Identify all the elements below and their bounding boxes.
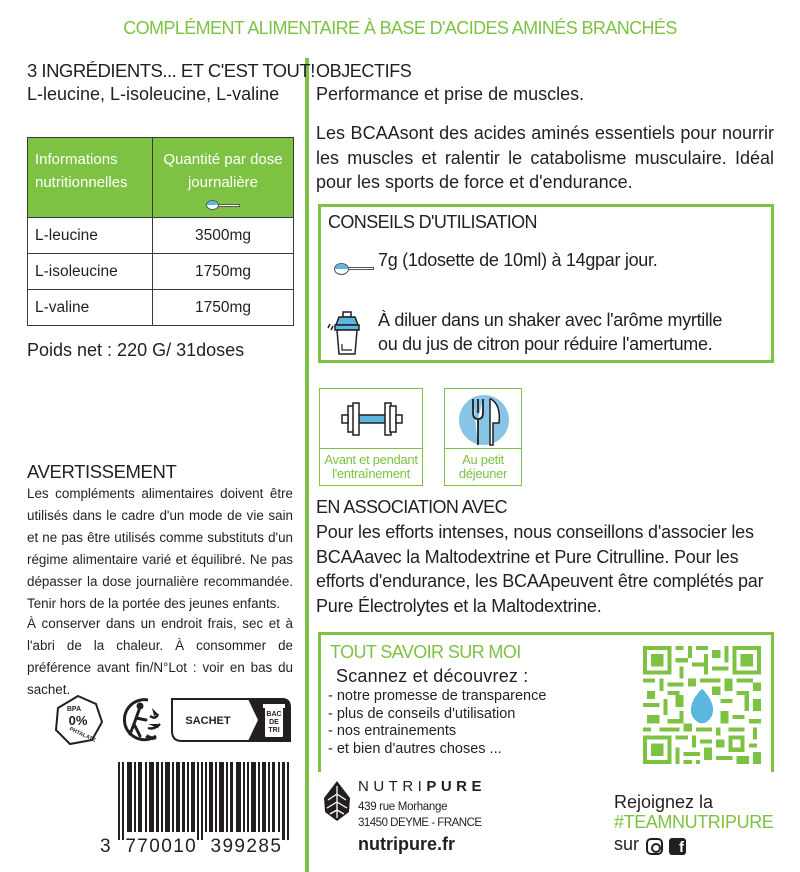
fork-knife-icon	[445, 389, 523, 449]
warning-title: AVERTISSEMENT	[27, 461, 177, 482]
product-type-title: COMPLÉMENT ALIMENTAIRE À BASE D'ACIDES AMINÉS BRANCHÉS	[123, 18, 677, 38]
list-item: - plus de conseils d'utilisation	[328, 705, 516, 722]
net-weight: Poids net : 220 G/ 31doses	[27, 340, 245, 360]
address-line-2: 31450 DEYME - FRANCE	[358, 817, 482, 829]
usage-title: CONSEILS D'UTILISATION	[328, 212, 537, 232]
brand-name	[358, 778, 486, 795]
nutrient-name: L-leucine	[28, 218, 153, 254]
table-row	[28, 254, 294, 290]
table-row	[28, 290, 294, 326]
warning-paragraph: Les compléments alimentaires doivent être utilisés dans le cadre d'un mode de vie sain et ne pas être utilisés comme substituts d'un régime alimentaire varié et équilibré. Ne pas dépasser la dose journalière recommandée. Tenir hors de la portée des jeunes enfants.	[27, 486, 293, 611]
column-divider	[305, 58, 309, 872]
instagram-icon[interactable]	[646, 838, 663, 855]
shaker-icon	[326, 310, 362, 356]
info-title: TOUT SAVOIR SUR MOI	[330, 642, 521, 662]
dilution-instructions	[378, 308, 722, 356]
barcode-right-group: 399285	[210, 836, 283, 857]
objectives-text: Performance et prise de muscles.	[316, 84, 585, 104]
triman-recycling-icon	[118, 694, 166, 746]
nutrient-value: 3500mg	[153, 218, 294, 254]
nutripure-leaf-logo-icon	[322, 780, 352, 822]
nutrient-value: 1750mg	[153, 254, 294, 290]
nutrition-table	[27, 137, 294, 326]
moment-before-during-training	[319, 388, 423, 486]
moment-label: Au petit	[462, 452, 504, 467]
nutrient-value: 1750mg	[153, 290, 294, 326]
scan-prompt: Scannez et découvrez :	[336, 666, 529, 686]
address-line-1: 439 rue Morhange	[358, 801, 448, 813]
dose-instructions: 7g (1dosette de 10ml) à 14gpar jour.	[378, 250, 658, 270]
social-prefix: sur	[614, 834, 640, 854]
list-item: - notre promesse de transparence	[328, 688, 547, 704]
leaf-logo-icon	[691, 689, 713, 724]
svg-text:DE: DE	[269, 719, 279, 726]
list-item: - nos entrainements	[328, 723, 457, 739]
facebook-icon[interactable]: f	[669, 838, 686, 855]
dilution-line-2: ou du jus de citron pour réduire l'amertume.	[378, 334, 713, 354]
moment-label: déjeuner	[458, 466, 508, 481]
scoop-icon	[334, 263, 374, 275]
association-text: Pour les efforts intenses, nous conseillons d'associer les BCAAavec la Maltodextrine et Pure Citrulline. Pour les efforts d'endurance, les BCAApeuvent être complétés par Pure Électrolytes et la Maltodextrine.	[316, 522, 764, 616]
list-item: - et bien d'autres choses ...	[328, 740, 502, 757]
sachet-sorting-badge	[170, 695, 292, 743]
barcode	[118, 762, 293, 840]
nutrient-name: L-valine	[28, 290, 153, 326]
moment-label: l'entraînement	[332, 466, 410, 481]
storage-paragraph: À conserver dans un endroit frais, sec et à l'abri de la chaleur. À consommer de préférence avant fin/N°Lot : voir en bas du sachet.	[27, 616, 293, 697]
dilution-line-1: À diluer dans un shaker avec l'arôme myrtille	[378, 310, 723, 330]
info-list	[328, 688, 546, 758]
ingredients-title: 3 INGRÉDIENTS... ET C'EST TOUT!	[27, 60, 315, 81]
moment-breakfast	[444, 388, 522, 486]
header-daily-dose	[153, 138, 294, 218]
brand-name-light: NUTRI	[358, 778, 427, 795]
brand-name-bold: PURE	[426, 778, 487, 795]
svg-text:BPA: BPA	[66, 706, 82, 713]
barcode-left-group: 770010	[125, 836, 198, 857]
svg-text:PHTALATE: PHTALATE	[68, 726, 97, 744]
svg-text:TRI: TRI	[268, 727, 280, 734]
scoop-icon	[206, 200, 240, 210]
qr-code[interactable]	[643, 645, 761, 765]
bpa-free-icon	[52, 694, 104, 746]
ingredients-list: L-leucine, L-isoleucine, L-valine	[27, 84, 280, 104]
hashtag: #TEAMNUTRIPURE	[614, 812, 774, 832]
barcode-number	[100, 836, 282, 858]
svg-text:BAC: BAC	[266, 711, 282, 718]
website-link[interactable]: nutripure.fr	[358, 834, 455, 854]
svg-text:0%: 0%	[68, 713, 88, 728]
svg-text:SACHET: SACHET	[185, 715, 231, 727]
association-title: EN ASSOCIATION AVEC	[316, 497, 507, 517]
objectives-description: Les BCAAsont des acides aminés essentiels pour nourrir les muscles et ralentir le catabolisme musculaire. Idéal pour les sports de force et d'endurance.	[316, 123, 774, 192]
barcode-first-digit: 3	[100, 836, 112, 857]
header-nutrition-info: Informations nutritionnelles	[28, 138, 153, 218]
dumbbell-icon	[320, 389, 424, 449]
join-text: Rejoignez la	[614, 792, 714, 812]
header-daily-dose-label: Quantité par dose journalière	[163, 151, 283, 191]
nutrient-name: L-isoleucine	[28, 254, 153, 290]
moment-label: Avant et pendant	[324, 452, 418, 467]
objectives-title: OBJECTIFS	[316, 61, 412, 81]
table-row	[28, 218, 294, 254]
